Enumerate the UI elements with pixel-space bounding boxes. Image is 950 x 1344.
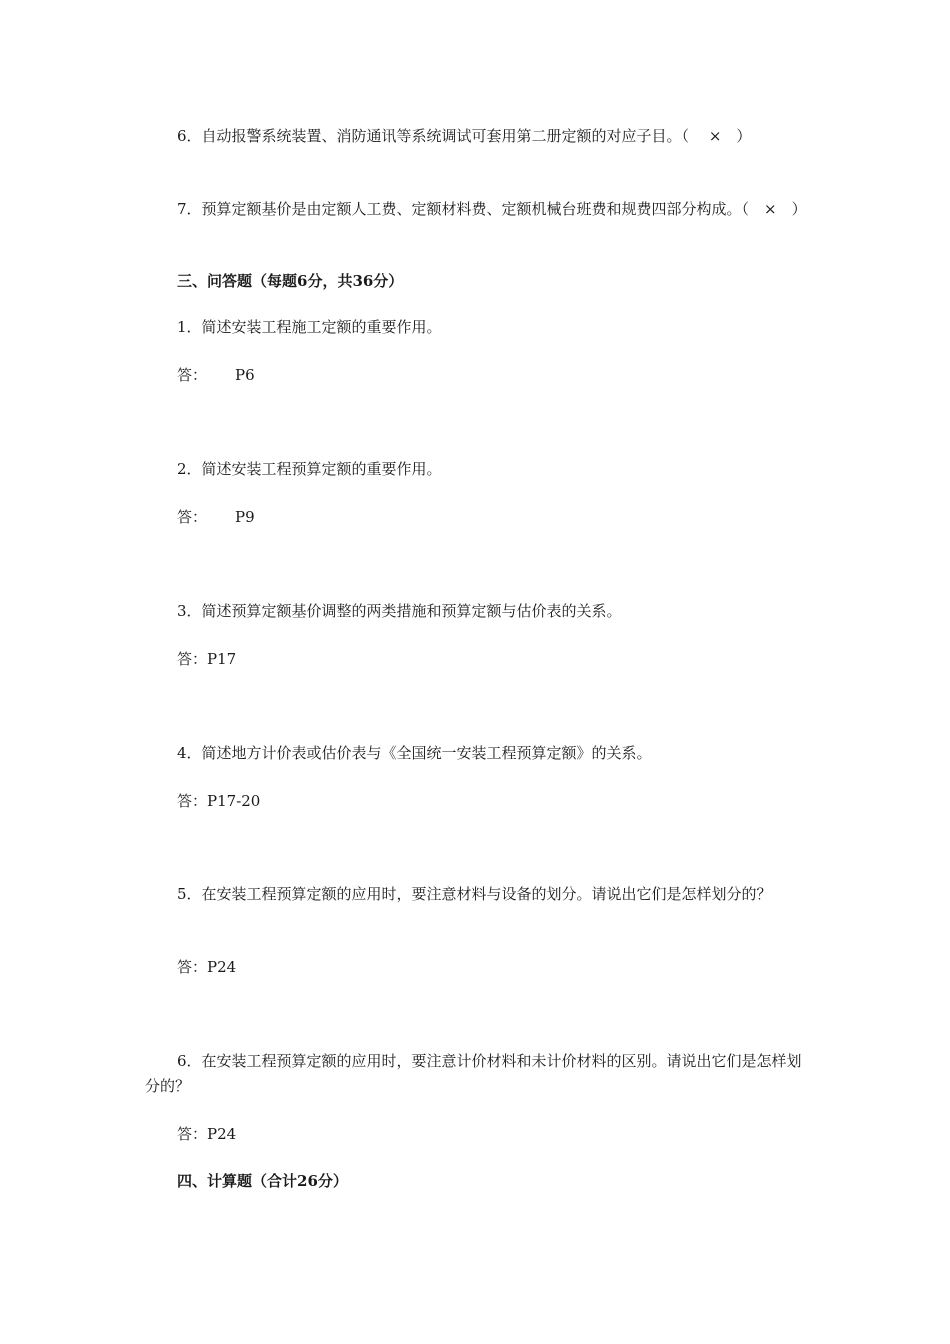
section-4-title: 四、计算题（合计26分）: [177, 1172, 348, 1190]
answer-2: [177, 505, 255, 530]
answer-label: 答：: [177, 366, 208, 384]
answer-4: [177, 789, 260, 814]
judgement-item-7: 7．预算定额基价是由定额人工费、定额材料费、定额机械台班费和规费四部分构成。（ × ）: [177, 200, 807, 218]
answer-label: 答：: [177, 792, 208, 810]
answer-label: 答：: [177, 958, 208, 976]
question-5: 5．在安装工程预算定额的应用时，要注意材料与设备的划分。请说出它们是怎样划分的？: [177, 885, 772, 903]
question-2: 2．简述安装工程预算定额的重要作用。: [177, 460, 442, 478]
judgement-item-6: 6．自动报警系统装置、消防通讯等系统调试可套用第二册定额的对应子目。（ × ）: [177, 127, 752, 145]
answer-ref: P24: [207, 1125, 237, 1143]
section-3-title: 三、问答题（每题6分，共36分）: [177, 272, 404, 290]
answer-ref: P17: [207, 650, 237, 668]
answer-3: [177, 647, 236, 672]
question-3: 3．简述预算定额基价调整的两类措施和预算定额与估价表的关系。: [177, 602, 622, 620]
answer-label: 答：: [177, 1125, 208, 1143]
answer-ref: P24: [207, 958, 237, 976]
answer-6: [177, 1122, 236, 1147]
answer-ref: P17-20: [207, 792, 261, 810]
question-1: 1．简述安装工程施工定额的重要作用。: [177, 318, 442, 336]
answer-5: [177, 955, 236, 980]
answer-ref: P9: [235, 508, 255, 526]
answer-1: [177, 363, 255, 388]
answer-ref: P6: [235, 366, 255, 384]
question-6: 6．在安装工程预算定额的应用时，要注意计价材料和未计价材料的区别。请说出它们是怎样划分的？: [145, 1052, 802, 1095]
question-4: 4．简述地方计价表或估价表与《全国统一安装工程预算定额》的关系。: [177, 744, 652, 762]
answer-label: 答：: [177, 650, 208, 668]
answer-label: 答：: [177, 508, 208, 526]
